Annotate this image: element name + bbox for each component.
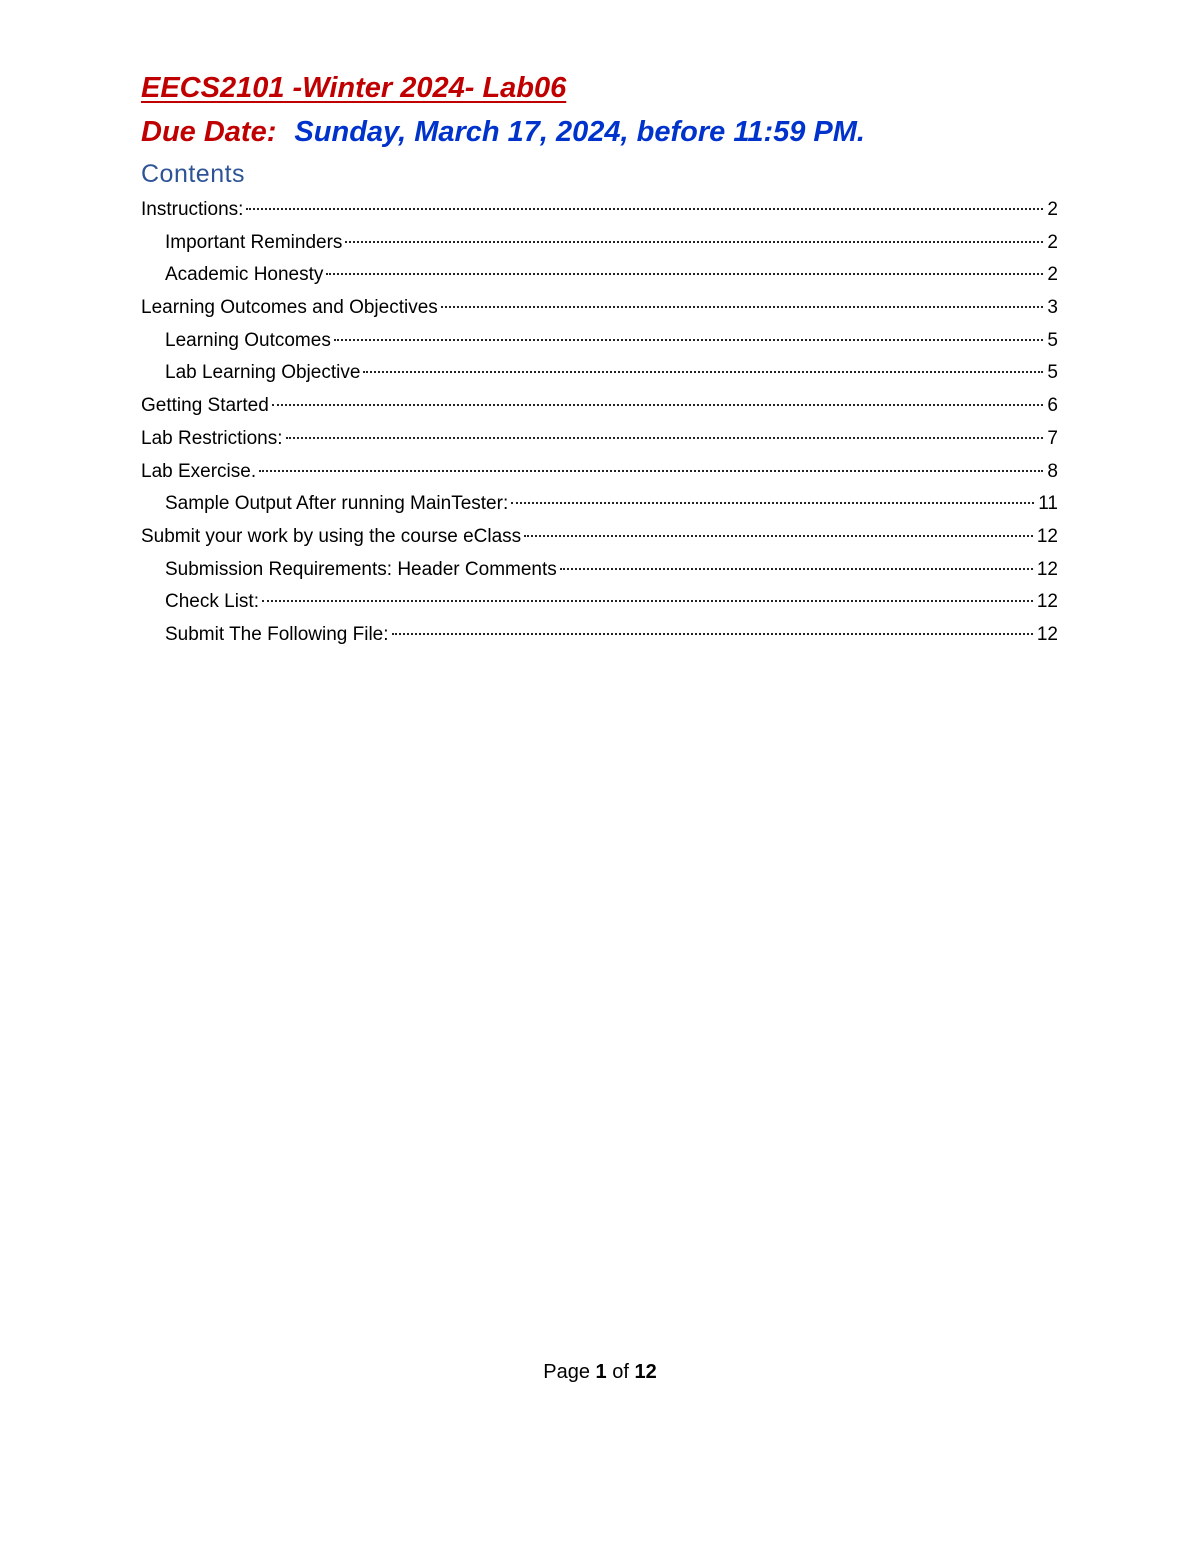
toc-page-number: 3 [1047,297,1058,319]
toc-entry-text: Submit The Following File: [165,623,389,645]
toc-page-number: 8 [1047,460,1058,482]
toc-page-number: 12 [1036,591,1058,613]
toc-entry-getting-started[interactable] [141,390,1058,423]
toc-page-number: 12 [1036,623,1058,645]
toc-entry-text: Sample Output After running MainTester: [165,493,509,515]
toc-entry-learning-outcomes-and-objectives[interactable] [141,292,1058,325]
toc-page-number: 2 [1047,264,1058,286]
toc-entry-text: Lab Restrictions: [141,427,283,449]
toc-entry-text: Check List: [165,591,259,613]
table-of-contents [141,194,1058,652]
toc-entry-lab-restrictions[interactable] [141,423,1058,456]
toc-entry-text: Learning Outcomes and Objectives [141,297,438,319]
footer-of-label: of [612,1361,629,1383]
toc-entry-instructions[interactable] [141,194,1058,227]
toc-page-number: 6 [1047,395,1058,417]
toc-dot-leader [272,404,1044,406]
toc-dot-leader [326,273,1043,275]
toc-entry-text: Getting Started [141,395,269,417]
toc-entry-text: Learning Outcomes [165,329,331,351]
toc-entry-submit-the-following-file[interactable] [141,619,1058,652]
toc-entry-lab-exercise[interactable] [141,456,1058,489]
toc-page-number: 2 [1047,199,1058,220]
page-footer [0,1361,1200,1384]
toc-entry-text: Important Reminders [165,231,343,253]
toc-dot-leader [363,371,1043,373]
toc-entry-text: Submission Requirements: Header Comments [165,558,557,580]
due-date-value: Sunday, March 17, 2024, before 11:59 PM. [294,116,865,148]
toc-page-number: 7 [1047,427,1058,449]
toc-page-number: 12 [1036,558,1058,580]
toc-dot-leader [560,568,1033,570]
toc-entry-text: Lab Exercise. [141,460,257,482]
toc-dot-leader [259,470,1043,472]
toc-dot-leader [511,502,1034,504]
footer-page-label: Page [543,1361,590,1383]
toc-entry-lab-learning-objective[interactable] [141,357,1058,390]
toc-dot-leader [441,306,1044,308]
toc-entry-important-reminders[interactable] [141,227,1058,260]
due-date-label: Due Date: [141,116,277,148]
document-title: EECS2101 -Winter 2024- Lab06 [141,72,567,104]
footer-total-pages: 12 [634,1361,657,1383]
toc-entry-check-list[interactable] [141,586,1058,619]
toc-dot-leader [524,535,1033,537]
toc-entry-academic-honesty[interactable] [141,259,1058,292]
toc-entry-text: Submit your work by using the course eClass [141,525,522,547]
toc-entry-sample-output[interactable] [141,488,1058,521]
toc-dot-leader [286,437,1044,439]
toc-dot-leader [246,208,1043,210]
toc-dot-leader [334,339,1044,341]
toc-entry-submission-requirements[interactable] [141,554,1058,587]
toc-page-number: 5 [1047,362,1058,384]
footer-current-page: 1 [595,1361,607,1383]
toc-entry-text: Academic Honesty [165,264,324,286]
toc-dot-leader [345,241,1043,243]
toc-entry-learning-outcomes[interactable] [141,325,1058,358]
toc-dot-leader [262,600,1033,602]
toc-entry-submit-your-work[interactable] [141,521,1058,554]
toc-dot-leader [392,633,1033,635]
toc-entry-text: Lab Learning Objective [165,362,361,384]
toc-page-number: 12 [1036,525,1058,547]
due-date-line [141,116,865,149]
toc-entry-text: Instructions: [141,199,244,220]
toc-page-number: 11 [1038,493,1058,515]
toc-page-number: 2 [1047,231,1058,253]
contents-heading: Contents [141,160,246,188]
toc-page-number: 5 [1047,329,1058,351]
